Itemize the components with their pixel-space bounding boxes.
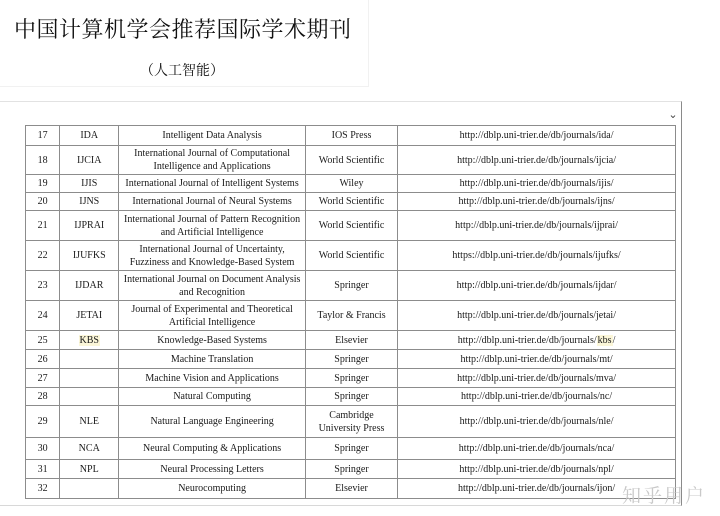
cell-publisher: Springer xyxy=(305,460,397,479)
cell-abbreviation: IJPRAI xyxy=(60,211,119,241)
cell-number: 17 xyxy=(26,126,60,146)
url-prefix: http://dblp.uni-trier.de/db/journals/ xyxy=(457,334,597,346)
cell-abbreviation xyxy=(60,479,119,499)
cell-journal-name: International Journal of Pattern Recognition and Artificial Intelligence xyxy=(119,211,306,241)
cell-url[interactable]: http://dblp.uni-trier.de/db/journals/npl/ xyxy=(398,460,676,479)
cell-number: 28 xyxy=(26,388,60,406)
cell-url[interactable]: http://dblp.uni-trier.de/db/journals/ijprai/ xyxy=(398,211,676,241)
table-row xyxy=(26,193,676,211)
cell-number: 32 xyxy=(26,479,60,499)
cell-number: 23 xyxy=(26,271,60,301)
cell-url[interactable]: http://dblp.uni-trier.de/db/journals/ida/ xyxy=(398,126,676,146)
table-row xyxy=(26,460,676,479)
cell-abbreviation: JETAI xyxy=(60,301,119,331)
table-row xyxy=(26,175,676,193)
cell-url[interactable]: http://dblp.uni-trier.de/db/journals/nle/ xyxy=(398,406,676,438)
cell-journal-name: Neural Computing & Applications xyxy=(119,438,306,460)
cell-url[interactable] xyxy=(398,331,676,350)
cell-journal-name: Intelligent Data Analysis xyxy=(119,126,306,146)
cell-abbreviation: NLE xyxy=(60,406,119,438)
abbreviation-highlight: KBS xyxy=(79,334,99,346)
table-row xyxy=(26,406,676,438)
cell-abbreviation xyxy=(60,369,119,388)
cell-publisher: Springer xyxy=(305,350,397,369)
cell-journal-name: International Journal on Document Analysis and Recognition xyxy=(119,271,306,301)
chevron-down-icon[interactable]: ⌄ xyxy=(668,108,678,121)
cell-journal-name: International Journal of Computational Intelligence and Applications xyxy=(119,146,306,175)
page-subtitle: （人工智能） xyxy=(140,63,224,79)
cell-journal-name: Knowledge-Based Systems xyxy=(119,331,306,350)
cell-number: 31 xyxy=(26,460,60,479)
table-row xyxy=(26,126,676,146)
cell-url[interactable]: http://dblp.uni-trier.de/db/journals/ijcia/ xyxy=(398,146,676,175)
cell-publisher: Springer xyxy=(305,271,397,301)
table-row xyxy=(26,241,676,271)
cell-publisher: Elsevier xyxy=(305,331,397,350)
cell-number: 18 xyxy=(26,146,60,175)
cell-url[interactable]: http://dblp.uni-trier.de/db/journals/mva/ xyxy=(398,369,676,388)
cell-number: 19 xyxy=(26,175,60,193)
journals-table xyxy=(25,125,676,499)
table-row xyxy=(26,350,676,369)
watermark: 知乎用户 xyxy=(622,485,707,507)
cell-publisher: World Scientific xyxy=(305,241,397,271)
cell-number: 24 xyxy=(26,301,60,331)
cell-publisher: Cambridge University Press xyxy=(305,406,397,438)
cell-url[interactable]: http://dblp.uni-trier.de/db/journals/mt/ xyxy=(398,350,676,369)
cell-publisher: IOS Press xyxy=(305,126,397,146)
url-highlight: kbs xyxy=(597,334,612,346)
cell-journal-name: Machine Vision and Applications xyxy=(119,369,306,388)
cell-publisher: Springer xyxy=(305,388,397,406)
cell-url[interactable]: http://dblp.uni-trier.de/db/journals/nc/ xyxy=(398,388,676,406)
cell-publisher: Taylor & Francis xyxy=(305,301,397,331)
cell-publisher: Elsevier xyxy=(305,479,397,499)
cell-publisher: Springer xyxy=(305,438,397,460)
cell-number: 29 xyxy=(26,406,60,438)
table-row xyxy=(26,438,676,460)
cell-journal-name: International Journal of Intelligent Systems xyxy=(119,175,306,193)
page-title: 中国计算机学会推荐国际学术期刊 xyxy=(14,18,352,43)
table-row xyxy=(26,301,676,331)
cell-url[interactable]: http://dblp.uni-trier.de/db/journals/nca/ xyxy=(398,438,676,460)
cell-abbreviation: IJDAR xyxy=(60,271,119,301)
cell-journal-name: Journal of Experimental and Theoretical Artificial Intelligence xyxy=(119,301,306,331)
cell-number: 30 xyxy=(26,438,60,460)
cell-abbreviation xyxy=(60,350,119,369)
cell-url[interactable]: http://dblp.uni-trier.de/db/journals/jetai/ xyxy=(398,301,676,331)
cell-abbreviation: NPL xyxy=(60,460,119,479)
cell-number: 25 xyxy=(26,331,60,350)
cell-url[interactable]: http://dblp.uni-trier.de/db/journals/ijdar/ xyxy=(398,271,676,301)
cell-abbreviation: IDA xyxy=(60,126,119,146)
table-row xyxy=(26,369,676,388)
table-row xyxy=(26,388,676,406)
table-row xyxy=(26,146,676,175)
url-suffix: / xyxy=(612,334,616,346)
table-row xyxy=(26,479,676,499)
cell-journal-name: Machine Translation xyxy=(119,350,306,369)
cell-number: 27 xyxy=(26,369,60,388)
cell-url[interactable]: http://dblp.uni-trier.de/db/journals/ijns/ xyxy=(398,193,676,211)
cell-abbreviation: IJNS xyxy=(60,193,119,211)
cell-number: 20 xyxy=(26,193,60,211)
cell-abbreviation: IJCIA xyxy=(60,146,119,175)
cell-url[interactable]: http://dblp.uni-trier.de/db/journals/ijon/ xyxy=(398,479,676,499)
cell-publisher: World Scientific xyxy=(305,211,397,241)
title-block xyxy=(0,0,369,87)
table-row xyxy=(26,331,676,350)
cell-abbreviation xyxy=(60,388,119,406)
cell-abbreviation: IJIS xyxy=(60,175,119,193)
cell-url[interactable]: https://dblp.uni-trier.de/db/journals/ijufks/ xyxy=(398,241,676,271)
cell-number: 26 xyxy=(26,350,60,369)
cell-journal-name: International Journal of Neural Systems xyxy=(119,193,306,211)
journals-table-body xyxy=(26,126,676,499)
table-row xyxy=(26,271,676,301)
cell-journal-name: Neurocomputing xyxy=(119,479,306,499)
cell-journal-name: Neural Processing Letters xyxy=(119,460,306,479)
cell-journal-name: International Journal of Uncertainty, Fuzziness and Knowledge-Based System xyxy=(119,241,306,271)
cell-publisher: Wiley xyxy=(305,175,397,193)
table-row xyxy=(26,211,676,241)
cell-journal-name: Natural Language Engineering xyxy=(119,406,306,438)
cell-url[interactable]: http://dblp.uni-trier.de/db/journals/ijis/ xyxy=(398,175,676,193)
cell-number: 22 xyxy=(26,241,60,271)
cell-abbreviation: NCA xyxy=(60,438,119,460)
cell-publisher: World Scientific xyxy=(305,146,397,175)
cell-abbreviation xyxy=(60,331,119,350)
cell-publisher: World Scientific xyxy=(305,193,397,211)
cell-journal-name: Natural Computing xyxy=(119,388,306,406)
cell-publisher: Springer xyxy=(305,369,397,388)
cell-number: 21 xyxy=(26,211,60,241)
cell-abbreviation: IJUFKS xyxy=(60,241,119,271)
